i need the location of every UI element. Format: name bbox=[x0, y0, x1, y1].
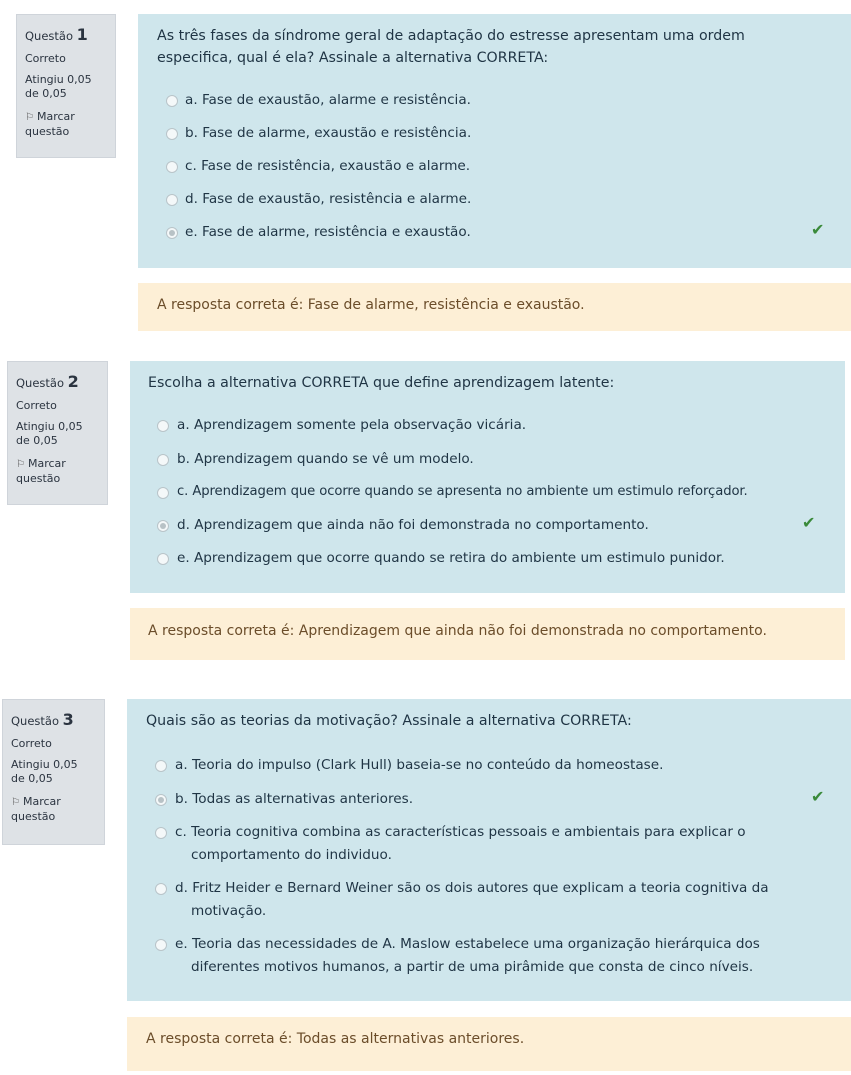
radio-button[interactable] bbox=[155, 939, 167, 951]
question-text: Quais são as teorias da motivação? Assinale a alternativa CORRETA: bbox=[146, 713, 632, 729]
radio-button-selected[interactable] bbox=[155, 794, 167, 806]
radio-button[interactable] bbox=[166, 194, 178, 206]
question-state: Correto bbox=[25, 52, 66, 66]
feedback-text: A resposta correta é: Fase de alarme, resistência e exaustão. bbox=[157, 297, 585, 313]
question-info bbox=[16, 14, 116, 158]
radio-button[interactable] bbox=[166, 128, 178, 140]
question-number: Questão 3 bbox=[11, 710, 74, 729]
radio-button[interactable] bbox=[157, 487, 169, 499]
question-grade: Atingiu 0,05 de 0,05 bbox=[25, 73, 92, 101]
question-info bbox=[2, 699, 105, 845]
radio-button[interactable] bbox=[157, 420, 169, 432]
flag-icon: ⚐ bbox=[16, 458, 25, 470]
question-number: Questão 2 bbox=[16, 372, 79, 391]
flag-question-button[interactable]: ⚐ Marcar questão bbox=[11, 794, 61, 823]
radio-button[interactable] bbox=[157, 454, 169, 466]
correct-answer-feedback bbox=[127, 1017, 851, 1071]
radio-button-selected[interactable] bbox=[166, 227, 178, 239]
question-formulation bbox=[138, 14, 851, 268]
question-formulation bbox=[127, 699, 851, 1001]
radio-button[interactable] bbox=[166, 161, 178, 173]
flag-question-button[interactable]: ⚐ Marcar questão bbox=[16, 456, 66, 485]
option-label[interactable]: b. Todas as alternativas anteriores. bbox=[175, 791, 414, 807]
option-label[interactable]: d. Fase de exaustão, resistência e alarme. bbox=[185, 191, 472, 207]
radio-button[interactable] bbox=[166, 95, 178, 107]
option-label[interactable]: b. Fase de alarme, exaustão e resistência. bbox=[185, 125, 472, 141]
radio-button[interactable] bbox=[155, 883, 167, 895]
option-label[interactable]: c. Aprendizagem que ocorre quando se apresenta no ambiente um estimulo reforçador. bbox=[177, 484, 748, 499]
question-text: As três fases da síndrome geral de adaptação do estresse apresentam uma ordem especifica, qual é ela? Assinale a alternativa CORRETA: bbox=[157, 28, 745, 66]
correct-answer-feedback bbox=[138, 283, 851, 331]
question-formulation bbox=[130, 361, 845, 593]
check-icon: ✔ bbox=[811, 787, 825, 806]
question-info bbox=[7, 361, 108, 505]
option-label[interactable]: e. Fase de alarme, resistência e exaustão. bbox=[185, 224, 471, 240]
flag-icon: ⚐ bbox=[11, 796, 20, 808]
option-label[interactable]: a. Aprendizagem somente pela observação vicária. bbox=[177, 417, 527, 433]
check-icon: ✔ bbox=[811, 220, 825, 239]
question-state: Correto bbox=[16, 399, 57, 413]
question-grade: Atingiu 0,05 de 0,05 bbox=[16, 420, 83, 448]
question-number: Questão 1 bbox=[25, 25, 88, 44]
option-label[interactable]: c. Fase de resistência, exaustão e alarme. bbox=[185, 158, 471, 174]
option-label[interactable]: e. Teoria das necessidades de A. Maslow estabelece uma organização hierárquica dos diferentes motivos humanos, a partir de uma pirâmide que consta de cinco níveis. bbox=[175, 936, 760, 975]
feedback-text: A resposta correta é: Todas as alternativas anteriores. bbox=[146, 1031, 525, 1047]
radio-button-selected[interactable] bbox=[157, 520, 169, 532]
flag-question-button[interactable]: ⚐ Marcar questão bbox=[25, 109, 75, 138]
question-text: Escolha a alternativa CORRETA que define aprendizagem latente: bbox=[148, 375, 615, 391]
option-label[interactable]: a. Teoria do impulso (Clark Hull) baseia-se no conteúdo da homeostase. bbox=[175, 757, 664, 773]
flag-icon: ⚐ bbox=[25, 111, 34, 123]
check-icon: ✔ bbox=[802, 513, 816, 532]
radio-button[interactable] bbox=[157, 553, 169, 565]
feedback-text: A resposta correta é: Aprendizagem que ainda não foi demonstrada no comportamento. bbox=[148, 623, 767, 639]
question-grade: Atingiu 0,05 de 0,05 bbox=[11, 758, 78, 786]
option-label[interactable]: a. Fase de exaustão, alarme e resistência. bbox=[185, 92, 471, 108]
option-label[interactable]: c. Teoria cognitiva combina as características pessoais e ambientais para explicar o comportamento do individuo. bbox=[175, 824, 746, 863]
radio-button[interactable] bbox=[155, 827, 167, 839]
option-label[interactable]: d. Fritz Heider e Bernard Weiner são os dois autores que explicam a teoria cognitiva da motivação. bbox=[175, 880, 769, 919]
option-label[interactable]: e. Aprendizagem que ocorre quando se retira do ambiente um estimulo punidor. bbox=[177, 550, 725, 566]
option-label[interactable]: d. Aprendizagem que ainda não foi demonstrada no comportamento. bbox=[177, 517, 649, 533]
radio-button[interactable] bbox=[155, 760, 167, 772]
correct-answer-feedback bbox=[130, 608, 845, 660]
question-state: Correto bbox=[11, 737, 52, 751]
option-label[interactable]: b. Aprendizagem quando se vê um modelo. bbox=[177, 451, 474, 467]
